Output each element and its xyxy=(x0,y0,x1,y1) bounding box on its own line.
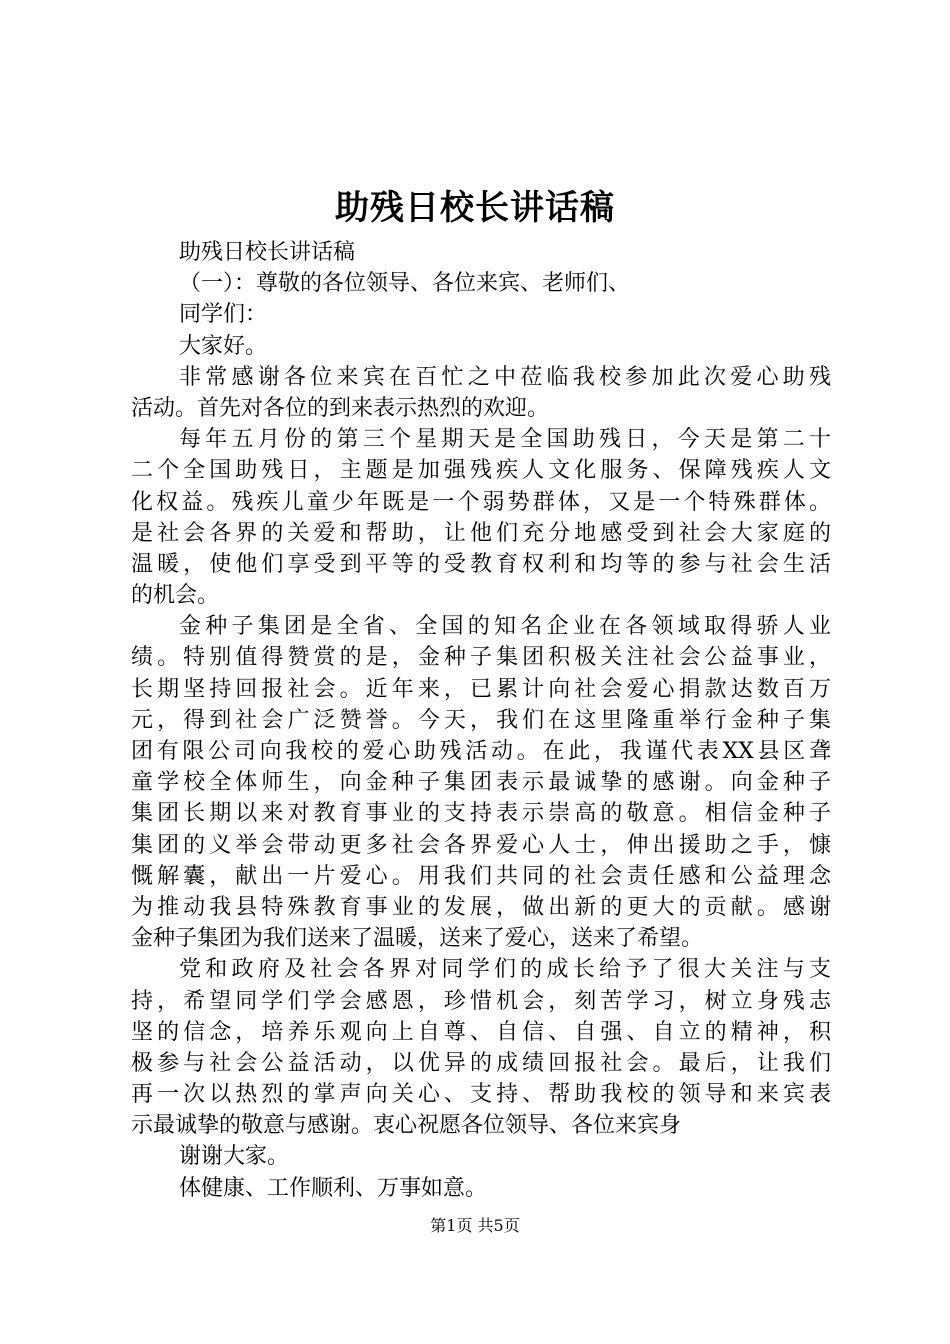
body-line: 元，得到社会广泛赞誉。今天，我们在这里隆重举行金种子集 xyxy=(131,707,831,733)
body-line: 金种子集团为我们送来了温暖，送来了爱心，送来了希望。 xyxy=(131,926,704,952)
body-line: 示最诚挚的敬意与感谢。衷心祝愿各位领导、各位来宾身 xyxy=(131,1113,682,1139)
body-line: 化权益。残疾儿童少年既是一个弱势群体，又是一个特殊群体。 xyxy=(131,489,831,515)
body-line: 同学们： xyxy=(179,302,268,328)
body-line: 助残日校长讲话稿 xyxy=(179,240,356,265)
body-line: 非常感谢各位来宾在百忙之中莅临我校参加此次爱心助残 xyxy=(179,364,831,390)
page-footer: 第1页 共5页 xyxy=(430,1216,520,1235)
body-line: 慨解囊，献出一片爱心。用我们共同的社会责任感和公益理念 xyxy=(131,863,831,889)
body-line: 持，希望同学们学会感恩，珍惜机会，刻苦学习，树立身残志 xyxy=(131,988,831,1014)
body-line: 金种子集团是全省、全国的知名企业在各领域取得骄人业 xyxy=(179,614,831,640)
body-line: 长期坚持回报社会。近年来，已累计向社会爱心捐款达数百万 xyxy=(131,676,831,702)
body-line: 是社会各界的关爱和帮助，让他们充分地感受到社会大家庭的 xyxy=(131,520,831,546)
body-line: 极参与社会公益活动，以优异的成绩回报社会。最后，让我们 xyxy=(131,1050,831,1076)
body-line: 童学校全体师生，向金种子集团表示最诚挚的感谢。向金种子 xyxy=(131,770,831,796)
body-line: 谢谢大家。 xyxy=(179,1144,290,1170)
body-line: 集团长期以来对教育事业的支持表示崇高的敬意。相信金种子 xyxy=(131,801,831,827)
body-line: 活动。首先对各位的到来表示热烈的欢迎。 xyxy=(131,395,550,421)
document-title: 助残日校长讲话稿 xyxy=(335,188,615,228)
body-line: 坚的信念，培养乐观向上自尊、自信、自强、自立的精神，积 xyxy=(131,1019,831,1045)
body-line: 大家好。 xyxy=(179,333,268,359)
body-line: （一）：尊敬的各位领导、各位来宾、老师们、 xyxy=(179,271,631,297)
body-line: 为推动我县特殊教育事业的发展，做出新的更大的贡献。感谢 xyxy=(131,894,831,920)
body-line: 温暖，使他们享受到平等的受教育权利和均等的参与社会生活 xyxy=(131,551,831,577)
body-line: 集团的义举会带动更多社会各界爱心人士，伸出援助之手，慷 xyxy=(131,832,831,858)
document-body xyxy=(131,237,831,1204)
body-line: 再一次以热烈的掌声向关心、支持、帮助我校的领导和来宾表 xyxy=(131,1082,831,1108)
body-line: 每年五月份的第三个星期天是全国助残日，今天是第二十 xyxy=(179,427,831,453)
body-line: 团有限公司向我校的爱心助残活动。在此，我谨代表XX县区聋 xyxy=(131,739,831,764)
body-line: 的机会。 xyxy=(131,583,220,609)
body-line: 绩。特别值得赞赏的是，金种子集团积极关注社会公益事业， xyxy=(131,645,831,671)
body-line: 党和政府及社会各界对同学们的成长给予了很大关注与支 xyxy=(179,957,831,983)
body-line: 体健康、工作顺利、万事如意。 xyxy=(179,1175,488,1201)
body-line: 二个全国助残日，主题是加强残疾人文化服务、保障残疾人文 xyxy=(131,458,831,484)
